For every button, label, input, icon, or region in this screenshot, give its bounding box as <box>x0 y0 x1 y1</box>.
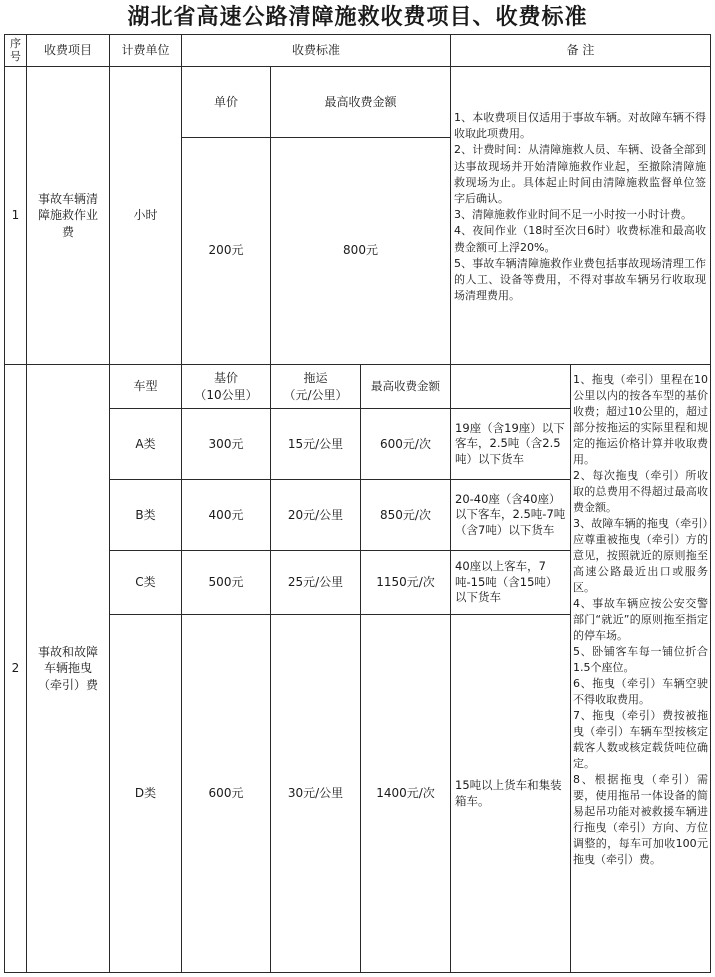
row1-unit: 小时 <box>133 208 158 223</box>
class-desc: 40座以上客车，7吨-15吨（含15吨）以下货车 <box>455 559 558 605</box>
row2-seq: 2 <box>11 661 20 676</box>
row1-price: 200元 <box>208 242 244 257</box>
class-max: 850元/次 <box>380 507 431 522</box>
row1-max-header: 最高收费金额 <box>324 94 397 109</box>
class-max: 1150元/次 <box>376 575 435 590</box>
header-remark: 备 注 <box>566 43 595 58</box>
rule <box>181 137 450 138</box>
note-item: 3、清障施救作业时间不足一小时按一小时计费。 <box>454 208 692 222</box>
row1-price-header: 单价 <box>213 94 238 109</box>
class-type: D类 <box>134 786 157 801</box>
note-item: 6、拖曳（牵引）车辆空驶不得收取费用。 <box>573 677 708 706</box>
class-base: 400元 <box>208 507 244 522</box>
note-item: 4、事故车辆应按公安交警部门“就近”的原则拖至指定的停车场。 <box>573 597 708 642</box>
col-base-header: 基价 （10公里） <box>194 371 258 402</box>
class-desc: 20-40座（含40座）以下客车，2.5吨-7吨（含7吨）以下货车 <box>455 491 566 537</box>
rule <box>570 364 571 973</box>
note-item: 2、计费时间：从清障施救人员、车辆、设备全部到达事故现场并开始清障施救作业起，至撤除清障施救现场为止。具体起止时间由清障施救监督单位签字后确认。 <box>454 143 706 206</box>
class-max: 1400元/次 <box>376 786 435 801</box>
row1-max: 800元 <box>343 242 378 257</box>
class-desc: 19座（含19座）以下客车，2.5吨（含2.5吨）以下货车 <box>455 420 565 466</box>
page-title: 湖北省高速公路清障施救收费项目、收费标准 <box>127 5 588 30</box>
row2-item: 事故和故障 车辆拖曳 （牵引）费 <box>37 645 98 692</box>
class-base: 600元 <box>208 786 244 801</box>
rule <box>710 34 711 973</box>
class-type: A类 <box>135 436 156 451</box>
rule <box>450 34 451 364</box>
class-base: 500元 <box>208 575 244 590</box>
col-tow-header: 拖运 （元/公里） <box>283 371 348 402</box>
header-standard: 收费标准 <box>291 43 340 58</box>
header-seq: 序 号 <box>10 36 21 63</box>
note-item: 7、拖曳（牵引）费按被拖曳（牵引）车辆车型按核定载客人数或核定载货吨位确定。 <box>573 709 708 770</box>
class-tow: 20元/公里 <box>287 507 344 522</box>
class-type: C类 <box>135 575 156 590</box>
col-type-header: 车型 <box>133 379 158 394</box>
class-tow: 30元/公里 <box>287 786 344 801</box>
note-item: 1、本收费项目仅适用于事故车辆。对故障车辆不得收取此项费用。 <box>454 111 706 141</box>
row1-item: 事故车辆清 障施救作业 费 <box>37 192 98 239</box>
header-item: 收费项目 <box>43 43 92 58</box>
row1-notes <box>452 110 708 304</box>
note-item: 8、根据拖曳（牵引）需要，使用拖吊一体设备的简易起吊功能对被救援车辆进行拖曳（牵引）方向、方位调整的，每车可加收100元拖曳（牵引）费。 <box>573 773 708 866</box>
row1-seq: 1 <box>11 208 20 223</box>
rule <box>4 972 711 973</box>
note-item: 1、拖曳（牵引）里程在10公里以内的按各车型的基价收费；超过10公里的，超过部分按拖运的实际里程和规定的拖运价格计算并收取费用。 <box>573 373 708 466</box>
note-item: 5、事故车辆清障施救作业费包括事故现场清理工作的人工、设备等费用，不得对事故车辆另行收取现场清理费用。 <box>454 256 706 303</box>
class-type: B类 <box>135 507 156 522</box>
row2-notes <box>572 372 709 868</box>
note-item: 2、每次拖曳（牵引）所收取的总费用不得超过最高收费金额。 <box>573 469 708 514</box>
note-item: 4、夜间作业（18时至次日6时）收费标准和最高收费金额可上浮20%。 <box>454 224 706 254</box>
header-unit: 计费单位 <box>121 43 170 58</box>
class-max: 600元/次 <box>380 436 431 451</box>
class-base: 300元 <box>208 436 244 451</box>
note-item: 3、故障车辆的拖曳（牵引）应尊重被拖曳（牵引）方的意见，按照就近的原则拖至高速公路最近出口或服务区。 <box>573 517 708 594</box>
class-tow: 15元/公里 <box>287 436 344 451</box>
class-desc: 15吨以上货车和集装箱车。 <box>455 777 562 808</box>
class-tow: 25元/公里 <box>287 575 344 590</box>
col-max-header: 最高收费金额 <box>371 378 440 393</box>
note-item: 5、卧铺客车每一铺位折合1.5个座位。 <box>573 645 708 674</box>
